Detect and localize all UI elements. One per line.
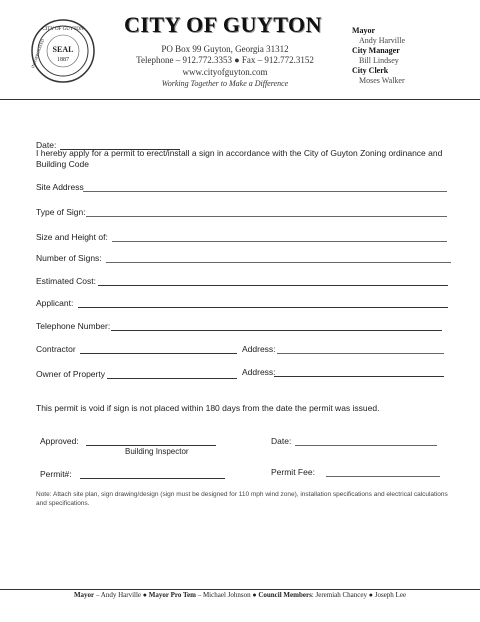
city-address: PO Box 99 Guyton, Georgia 31312: [161, 44, 289, 54]
telephone-field[interactable]: [111, 330, 442, 331]
bullet-icon: ●: [368, 591, 373, 599]
void-notice: This permit is void if sign is not placed within 180 days from the date the permit was issued.: [36, 403, 380, 413]
contractor-address-field[interactable]: [277, 353, 444, 354]
number-of-signs-field[interactable]: [106, 262, 451, 263]
permit-fee-label: Permit Fee:: [271, 467, 315, 477]
svg-text:CITY OF GUYTON: CITY OF GUYTON: [42, 27, 84, 32]
svg-text:INCORPORATED: INCORPORATED: [30, 38, 46, 69]
estimated-cost-field[interactable]: [98, 285, 448, 286]
city-website[interactable]: www.cityofguyton.com: [182, 67, 268, 77]
city-phone: Telephone – 912.772.3353 ● Fax – 912.772.3152: [136, 55, 314, 65]
footer-council-member: Joseph Lee: [374, 591, 407, 599]
number-of-signs-label: Number of Signs:: [36, 253, 102, 263]
official-role: Mayor: [352, 26, 376, 35]
size-height-field[interactable]: [112, 241, 447, 242]
application-statement: I hereby apply for a permit to erect/install a sign in accordance with the City of Guyton Zoning ordinance and Building Code: [36, 148, 443, 169]
footer-mayor-name: Andy Harville: [100, 591, 142, 599]
approved-signature-field[interactable]: [86, 445, 216, 446]
type-of-sign-label: Type of Sign:: [36, 207, 86, 217]
svg-text:SEAL: SEAL: [52, 45, 74, 54]
contractor-address-label: Address:: [242, 344, 276, 354]
official-name: Andy Harville: [359, 36, 405, 45]
type-of-sign-field[interactable]: [86, 216, 447, 217]
official-name: Bill Lindsey: [359, 56, 399, 65]
bullet-icon: ●: [142, 591, 148, 599]
officials-list: [352, 26, 405, 86]
contractor-field[interactable]: [80, 353, 237, 354]
contractor-label: Contractor: [36, 344, 76, 354]
city-seal-logo: [30, 18, 96, 84]
official-role: City Manager: [352, 46, 400, 55]
owner-label: Owner of Property: [36, 369, 105, 379]
bullet-icon: ●: [252, 591, 257, 599]
size-height-label: Size and Height of:: [36, 232, 108, 242]
city-title: CITY OF GUYTON: [123, 12, 323, 37]
footer-pro-tem-label: Mayor Pro Tem: [148, 591, 196, 599]
footer-mayor-label: Mayor: [73, 591, 95, 599]
permit-number-field[interactable]: [80, 478, 225, 479]
estimated-cost-label: Estimated Cost:: [36, 276, 96, 286]
official-name: Moses Walker: [359, 76, 405, 85]
owner-address-label: Address:: [242, 367, 276, 377]
telephone-label: Telephone Number:: [36, 321, 111, 331]
building-inspector-label: Building Inspector: [125, 447, 189, 456]
approved-date-label: Date:: [271, 436, 292, 446]
svg-text:1887: 1887: [57, 57, 69, 63]
applicant-field[interactable]: [78, 307, 448, 308]
footer-council-member: Jeremiah Chancey: [315, 591, 368, 599]
header-divider: [0, 99, 480, 100]
permit-number-label: Permit#:: [40, 469, 72, 479]
approved-label: Approved:: [40, 436, 79, 446]
owner-field[interactable]: [107, 378, 237, 379]
footer-divider: [0, 589, 480, 590]
site-address-label: Site Address: [36, 182, 84, 192]
footer-council-list: Mayor – Andy Harville ● Mayor Pro Tem – Michael Johnson ● Council Members: Jeremiah Chancey ● Joseph Lee: [73, 591, 407, 599]
owner-address-field[interactable]: [274, 376, 444, 377]
site-address-field[interactable]: [83, 191, 447, 192]
official-role: City Clerk: [352, 66, 389, 75]
approved-date-field[interactable]: [295, 445, 437, 446]
city-motto: Working Together to Make a Difference: [161, 79, 289, 88]
footer-council-label: Council Members: [258, 591, 312, 599]
attachment-note: Note: Attach site plan, sign drawing/design (sign must be designed for 110 mph wind zone), installation specifications and electrical calculations and specifications.: [36, 491, 448, 507]
permit-fee-field[interactable]: [326, 476, 440, 477]
date-label: Date:: [36, 140, 57, 150]
footer-pro-tem-name: Michael Johnson: [202, 591, 251, 599]
applicant-label: Applicant:: [36, 298, 74, 308]
